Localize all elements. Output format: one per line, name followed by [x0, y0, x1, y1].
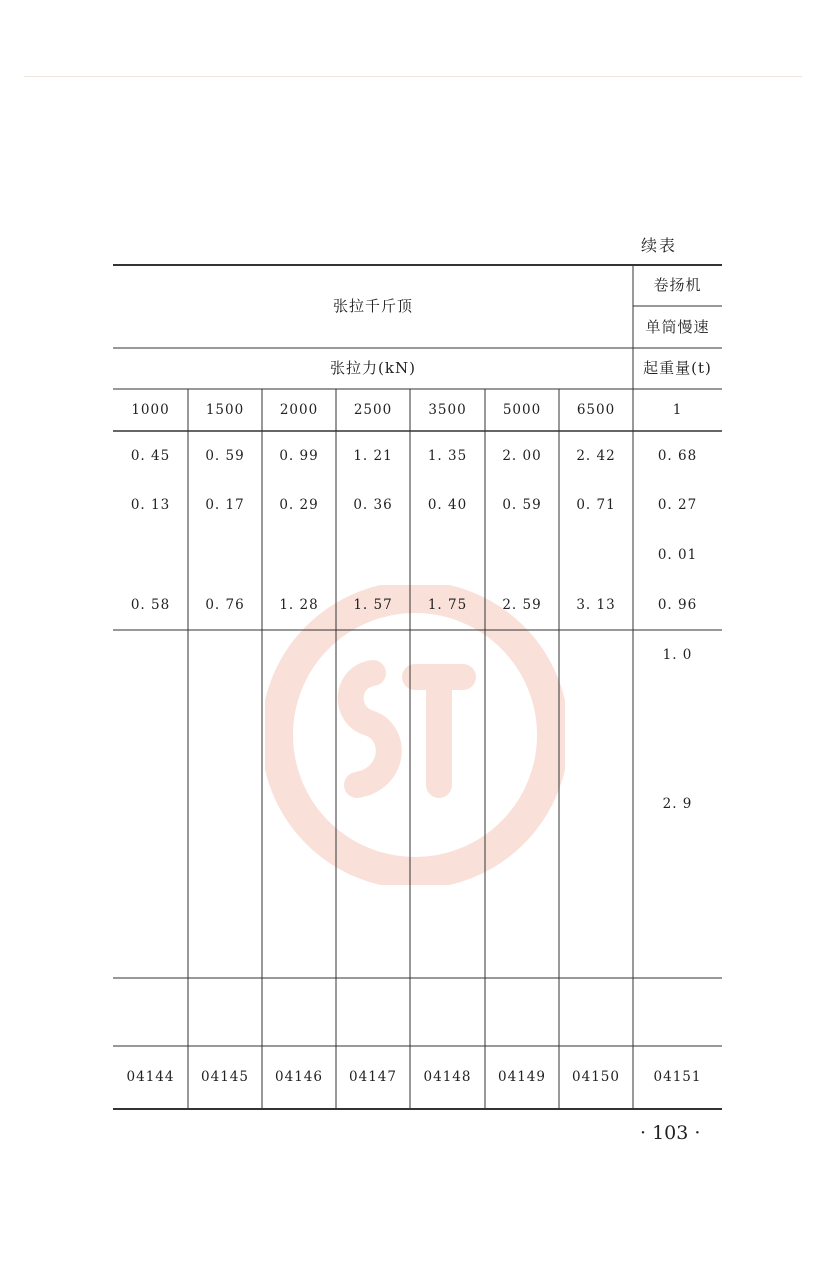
table-cell: 0. 58: [130, 597, 171, 613]
quota-code: 04151: [653, 1069, 702, 1085]
quota-code: 04144: [126, 1069, 175, 1085]
jack-group-header: 张拉千斤顶: [332, 297, 413, 315]
column-header-1500: 1500: [205, 402, 245, 418]
winch-header-line2: 单筒慢速: [645, 318, 710, 336]
table-cell: 3. 13: [576, 597, 616, 613]
column-header-6500: 6500: [576, 402, 616, 418]
quota-code: 04146: [275, 1069, 323, 1085]
table-cell: 0. 27: [657, 497, 698, 513]
table-cell: 0. 01: [657, 547, 698, 563]
table-cell: 1. 75: [427, 597, 468, 613]
table-cell: 0. 17: [205, 497, 245, 513]
table-cell: 1. 57: [353, 597, 393, 613]
table-cell: 2. 42: [576, 448, 616, 464]
table-cell: 2. 00: [502, 448, 542, 464]
column-header-1000: 1000: [131, 402, 170, 418]
quota-code: 04150: [572, 1069, 620, 1085]
continued-label: 续表: [641, 236, 678, 255]
top-rule: [24, 76, 802, 77]
table-cell: 2. 9: [662, 796, 693, 812]
column-header-2500: 2500: [353, 402, 393, 418]
table-cell: 1. 35: [427, 448, 468, 464]
lifting-capacity-header: 起重量(t): [643, 359, 712, 377]
table-cell: 0. 45: [130, 448, 171, 464]
quota-table: [113, 264, 722, 1110]
column-header-winch: 1: [672, 402, 683, 418]
table-cell: 1. 0: [662, 647, 693, 663]
table-cell: 0. 59: [205, 448, 245, 464]
table-cell: 0. 36: [353, 497, 393, 513]
winch-header-line1: 卷扬机: [653, 276, 702, 294]
column-header-5000: 5000: [502, 402, 542, 418]
table-cell: 0. 40: [427, 497, 468, 513]
table-cell: 0. 59: [502, 497, 542, 513]
table-cell: 0. 96: [657, 597, 698, 613]
table-cell: 0. 68: [657, 448, 698, 464]
page-number: · 103 ·: [640, 1122, 701, 1144]
table-cell: 0. 76: [205, 597, 245, 613]
table-cell: 2. 59: [502, 597, 542, 613]
quota-code: 04148: [423, 1069, 472, 1085]
table-cell: 0. 99: [279, 448, 319, 464]
table-grid-lines: [113, 264, 722, 1110]
table-cell: 0. 29: [279, 497, 319, 513]
quota-code: 04149: [498, 1069, 546, 1085]
table-cell: 0. 71: [576, 497, 616, 513]
table-cell: 1. 21: [353, 448, 393, 464]
quota-code: 04145: [201, 1069, 249, 1085]
table-cell: 0. 13: [130, 497, 171, 513]
column-header-3500: 3500: [428, 402, 467, 418]
tension-force-header: 张拉力(kN): [330, 359, 416, 377]
table-cell: 1. 28: [279, 597, 319, 613]
column-header-2000: 2000: [279, 402, 319, 418]
quota-code: 04147: [349, 1069, 397, 1085]
